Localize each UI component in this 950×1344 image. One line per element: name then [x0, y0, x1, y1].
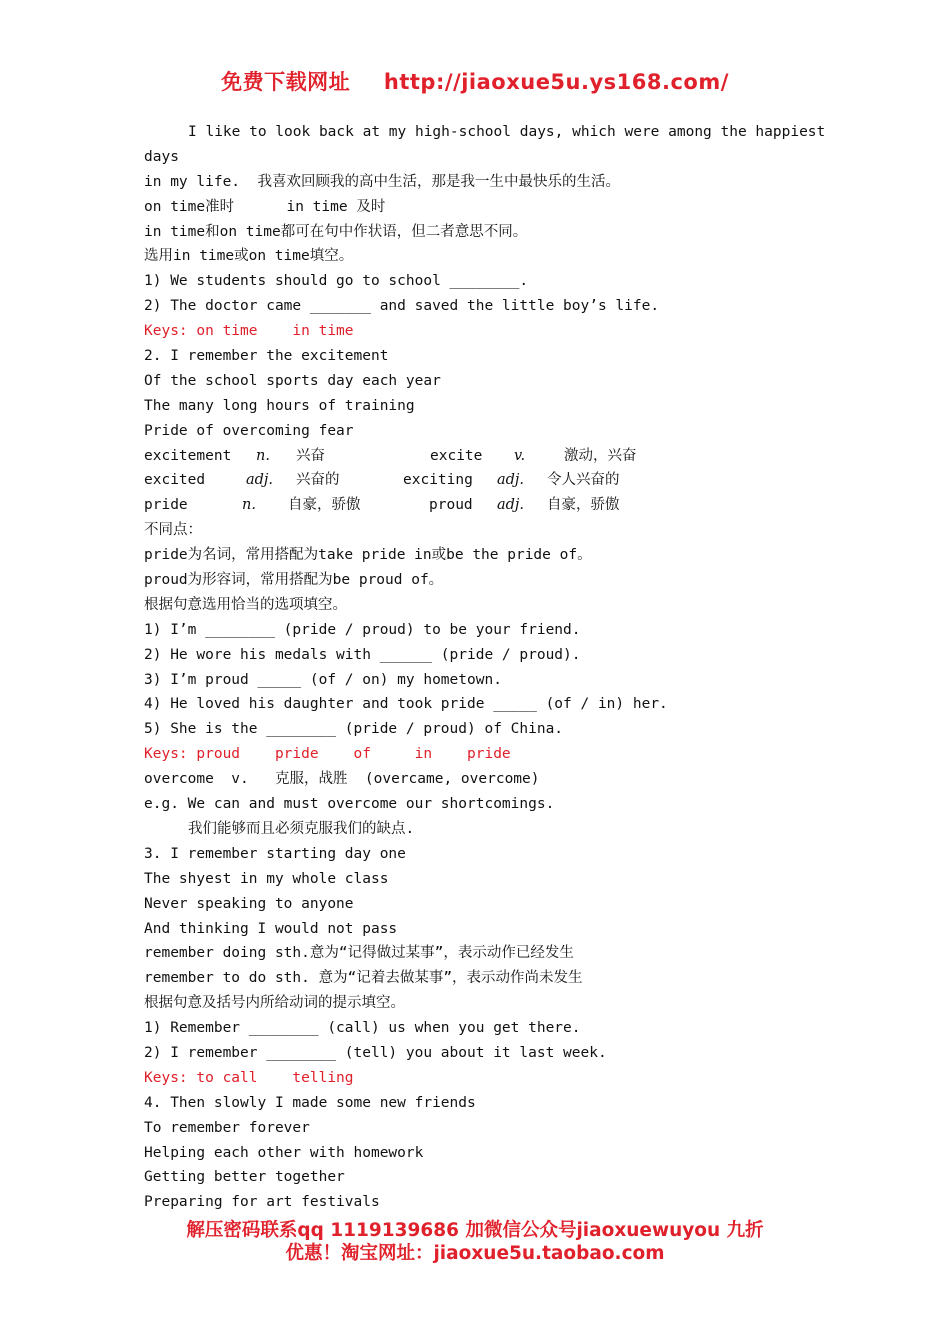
exercise-line: 1) We students should go to school ________. [144, 273, 529, 290]
answer-key: Keys: proud pride of in pride [144, 746, 511, 763]
vocab-meaning: 兴奋 [296, 447, 325, 464]
site-header [0, 66, 950, 96]
text-line: Of the school sports day each year [144, 372, 441, 389]
vocab-pos: v. [514, 447, 526, 464]
footer-line[interactable]: 优惠！淘宝网址：jiaoxue5u.taobao.com [285, 1243, 665, 1264]
header-url[interactable]: http://jiaoxue5u.ys168.com/ [383, 70, 729, 94]
document-body [144, 120, 824, 1215]
answer-key: Keys: to call telling [144, 1069, 354, 1086]
text-line: in my life. 我喜欢回顾我的高中生活，那是我一生中最快乐的生活。 [144, 173, 620, 190]
vocab-word: exciting [403, 472, 473, 489]
text-line: overcome v. 克服，战胜 (overcame, overcome) [144, 771, 540, 788]
text-line: e.g. We can and must overcome our shortcomings. [144, 796, 555, 813]
vocab-pos: adj. [497, 497, 525, 514]
text-line: The shyest in my whole class [144, 870, 389, 887]
exercise-line: 3) I’m proud _____ (of / on) my hometown. [144, 671, 502, 688]
vocab-word: pride [144, 497, 188, 514]
footer-promo [0, 1219, 950, 1265]
vocab-word: excitement [144, 447, 232, 464]
exercise-line: 2) The doctor came _______ and saved the little boy’s life. [144, 298, 660, 315]
text-line: pride为名词，常用搭配为take pride in或be the pride of。 [144, 547, 592, 564]
header-title: 免费下载网址 [221, 70, 351, 94]
exercise-line: 2) I remember ________ (tell) you about it last week. [144, 1044, 607, 1061]
exercise-line: 2) He wore his medals with ______ (pride / proud). [144, 646, 581, 663]
text-line: And thinking I would not pass [144, 920, 398, 937]
footer-line: 解压密码联系qq 1119139686 加微信公众号jiaoxuewuyou 九折 [186, 1220, 764, 1241]
vocab-meaning: 激动，兴奋 [564, 447, 637, 464]
answer-key: Keys: on time in time [144, 323, 354, 340]
vocab-meaning: 自豪，骄傲 [547, 497, 620, 514]
exercise-line: 1) I’m ________ (pride / proud) to be your friend. [144, 621, 581, 638]
text-line: 选用in time或on time填空。 [144, 248, 354, 265]
text-line: 不同点： [144, 522, 202, 539]
vocab-row [144, 444, 824, 469]
vocab-pos: n. [242, 497, 256, 514]
text-line: Pride of overcoming fear [144, 422, 354, 439]
text-line: To remember forever [144, 1119, 310, 1136]
text-line: remember doing sth.意为“记得做过某事”，表示动作已经发生 [144, 945, 574, 962]
text-line: Never speaking to anyone [144, 895, 354, 912]
text-line: Preparing for art festivals [144, 1194, 380, 1211]
vocab-meaning: 兴奋的 [296, 472, 340, 489]
text-line: 根据句意选用恰当的选项填空。 [144, 596, 347, 613]
text-line: in time和on time都可在句中作状语，但二者意思不同。 [144, 223, 528, 240]
text-line: 2. I remember the excitement [144, 348, 389, 365]
text-line: remember to do sth. 意为“记着去做某事”，表示动作尚未发生 [144, 970, 583, 987]
text-line: 根据句意及括号内所给动词的提示填空。 [144, 995, 405, 1012]
text-line: 我们能够而且必须克服我们的缺点. [188, 820, 415, 837]
vocab-pos: adj. [246, 472, 274, 489]
text-line: days [144, 148, 179, 165]
text-line: 4. Then slowly I made some new friends [144, 1094, 476, 1111]
vocab-row [144, 468, 824, 493]
exercise-line: 4) He loved his daughter and took pride _____ (of / in) her. [144, 696, 668, 713]
text-line: I like to look back at my high-school days, which were among the happiest [188, 124, 826, 140]
text-line: 3. I remember starting day one [144, 845, 406, 862]
text-line: Helping each other with homework [144, 1144, 424, 1161]
vocab-pos: n. [256, 447, 270, 464]
vocab-meaning: 自豪，骄傲 [288, 497, 361, 514]
vocab-row [144, 493, 824, 518]
vocab-word: excite [430, 447, 483, 464]
vocab-word: proud [429, 497, 473, 514]
exercise-line: 5) She is the ________ (pride / proud) of China. [144, 721, 564, 738]
text-line: on time准时 in time 及时 [144, 198, 386, 215]
vocab-pos: adj. [497, 472, 525, 489]
vocab-word: excited [144, 472, 206, 489]
text-line: Getting better together [144, 1169, 345, 1186]
text-line: proud为形容词，常用搭配为be proud of。 [144, 572, 444, 589]
text-line: The many long hours of training [144, 397, 415, 414]
vocab-meaning: 令人兴奋的 [547, 472, 620, 489]
exercise-line: 1) Remember ________ (call) us when you get there. [144, 1020, 581, 1037]
